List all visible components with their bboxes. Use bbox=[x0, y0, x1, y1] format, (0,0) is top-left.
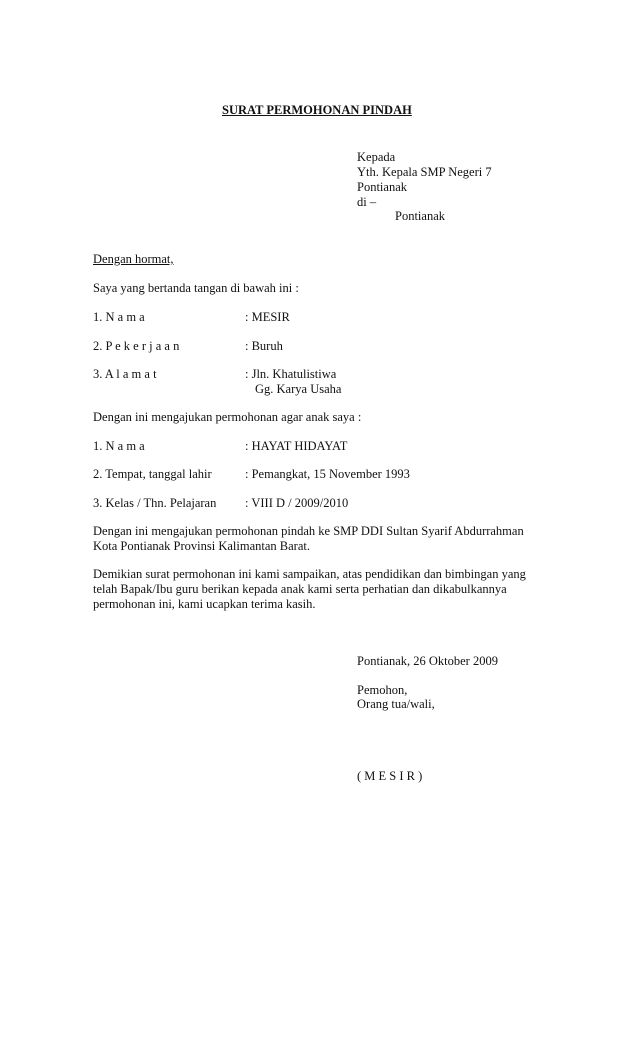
applicant-alamat-value-2: Gg. Karya Usaha bbox=[255, 382, 342, 396]
child-kelas-label: 3. Kelas / Thn. Pelajaran bbox=[93, 496, 217, 510]
applicant-nama-value: : MESIR bbox=[245, 310, 290, 324]
closing-line-2: telah Bapak/Ibu guru berikan kepada anak kami serta perhatian dan dikabulkannya bbox=[93, 582, 507, 596]
recipient-kepada: Kepada bbox=[357, 150, 396, 164]
recipient-di-city: Pontianak bbox=[395, 209, 445, 223]
intro-text: Saya yang bertanda tangan di bawah ini : bbox=[93, 281, 299, 295]
signature-pemohon: Pemohon, bbox=[357, 683, 408, 697]
closing-line-3: permohonan ini, kami ucapkan terima kasih. bbox=[93, 597, 316, 611]
letter-title: SURAT PERMOHONAN PINDAH bbox=[222, 103, 412, 117]
child-intro: Dengan ini mengajukan permohonan agar anak saya : bbox=[93, 410, 362, 424]
closing-line-1: Demikian surat permohonan ini kami sampaikan, atas pendidikan dan bimbingan yang bbox=[93, 567, 526, 581]
applicant-pekerjaan-label: 2. P e k e r j a a n bbox=[93, 339, 180, 353]
applicant-alamat-label: 3. A l a m a t bbox=[93, 367, 157, 381]
signature-role: Orang tua/wali, bbox=[357, 697, 435, 711]
signature-place-date: Pontianak, 26 Oktober 2009 bbox=[357, 654, 498, 668]
signature-name: ( M E S I R ) bbox=[357, 769, 423, 783]
child-ttl-value: : Pemangkat, 15 November 1993 bbox=[245, 467, 410, 481]
recipient-yth: Yth. Kepala SMP Negeri 7 bbox=[357, 165, 492, 179]
child-ttl-label: 2. Tempat, tanggal lahir bbox=[93, 467, 212, 481]
applicant-pekerjaan-value: : Buruh bbox=[245, 339, 283, 353]
recipient-di: di – bbox=[357, 195, 377, 209]
child-nama-value: : HAYAT HIDAYAT bbox=[245, 439, 348, 453]
child-nama-label: 1. N a m a bbox=[93, 439, 145, 453]
applicant-nama-label: 1. N a m a bbox=[93, 310, 145, 324]
request-line-1: Dengan ini mengajukan permohonan pindah ke SMP DDI Sultan Syarif Abdurrahman bbox=[93, 524, 524, 538]
salutation: Dengan hormat, bbox=[93, 252, 174, 266]
request-line-2: Kota Pontianak Provinsi Kalimantan Barat. bbox=[93, 539, 310, 553]
child-kelas-value: : VIII D / 2009/2010 bbox=[245, 496, 349, 510]
recipient-city: Pontianak bbox=[357, 180, 407, 194]
applicant-alamat-value-1: : Jln. Khatulistiwa bbox=[245, 367, 337, 381]
